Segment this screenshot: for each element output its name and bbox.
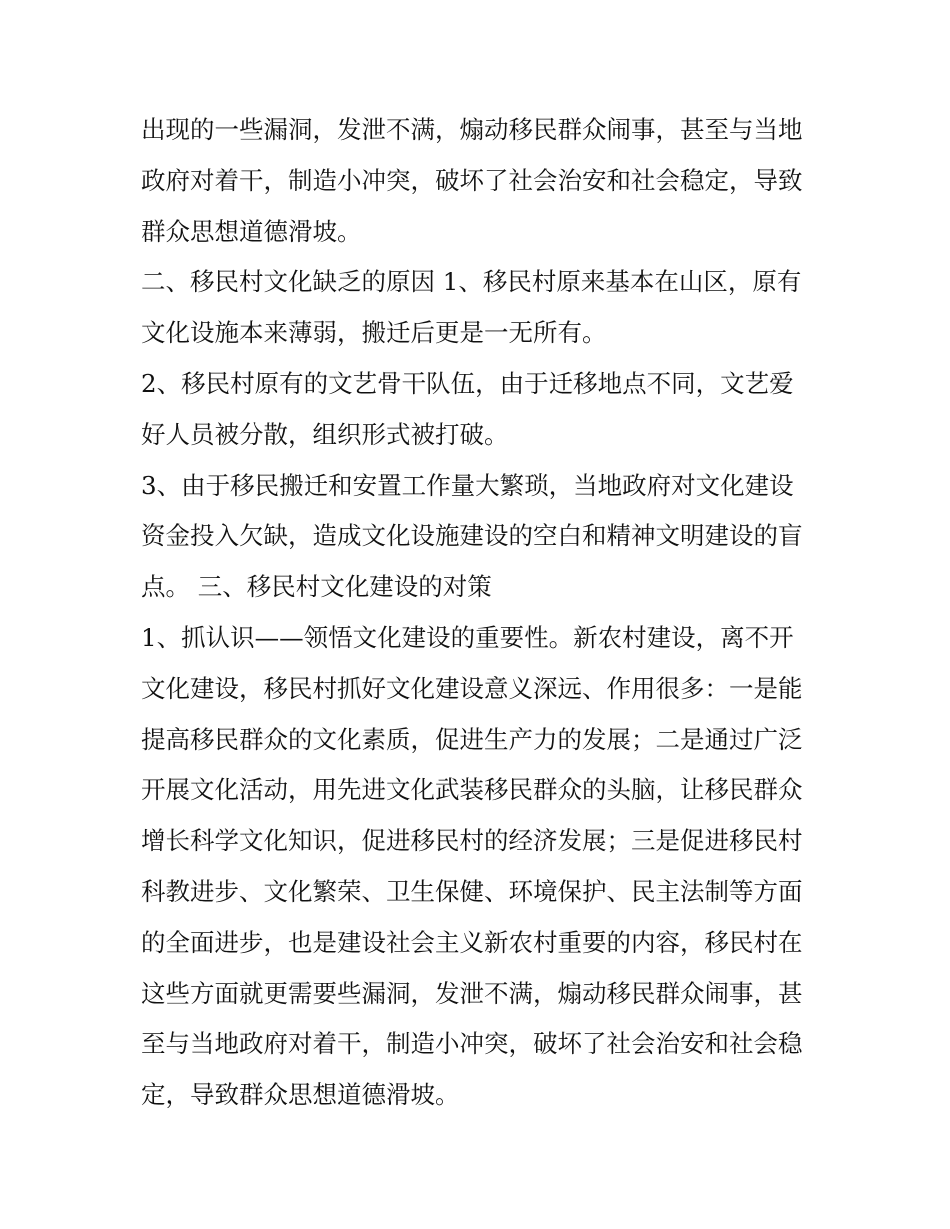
text-line: 至与当地政府对着干，制造小冲突，破坏了社会治安和社会稳	[141, 1029, 803, 1059]
text-line: 资金投入欠缺，造成文化设施建设的空白和精神文明建设的盲	[141, 521, 803, 551]
text-line: 群众思想道德滑坡。	[141, 216, 362, 246]
text-line: 2、移民村原有的文艺骨干队伍，由于迁移地点不同，文艺爱	[141, 368, 794, 398]
document-body	[141, 105, 813, 1121]
text-line: 好人员被分散，组织形式被打破。	[141, 419, 509, 449]
text-line: 开展文化活动，用先进文化武装移民群众的头脑，让移民群众	[141, 775, 803, 805]
text-line: 文化建设，移民村抓好文化建设意义深远、作用很多：一是能	[141, 673, 803, 703]
text-line: 增长科学文化知识，促进移民村的经济发展；三是促进移民村	[141, 826, 803, 856]
text-line: 点。 三、移民村文化建设的对策	[141, 572, 492, 602]
text-line: 的全面进步，也是建设社会主义新农村重要的内容，移民村在	[141, 927, 803, 957]
text-line: 定，导致群众思想道德滑坡。	[141, 1080, 460, 1110]
paragraph-5	[141, 613, 813, 1121]
text-line: 文化设施本来薄弱，搬迁后更是一无所有。	[141, 318, 607, 348]
paragraph-2	[141, 257, 813, 359]
text-line: 3、由于移民搬迁和安置工作量大繁琐，当地政府对文化建设	[141, 470, 794, 500]
text-line: 政府对着干，制造小冲突，破坏了社会治安和社会稳定，导致	[141, 165, 803, 195]
text-line: 出现的一些漏洞，发泄不满，煽动移民群众闹事，甚至与当地	[141, 115, 803, 144]
paragraph-3	[141, 359, 813, 461]
text-line: 科教进步、文化繁荣、卫生保健、环境保护、民主法制等方面	[141, 876, 803, 906]
text-line: 这些方面就更需要些漏洞，发泄不满，煽动移民群众闹事，甚	[141, 978, 803, 1008]
text-line: 1、抓认识——领悟文化建设的重要性。新农村建设，离不开	[141, 622, 794, 652]
paragraph-4	[141, 461, 813, 613]
text-line: 二、移民村文化缺乏的原因 1、移民村原来基本在山区，原有	[141, 267, 802, 297]
text-line: 提高移民群众的文化素质，促进生产力的发展；二是通过广泛	[141, 724, 803, 754]
paragraph-1	[141, 105, 813, 257]
